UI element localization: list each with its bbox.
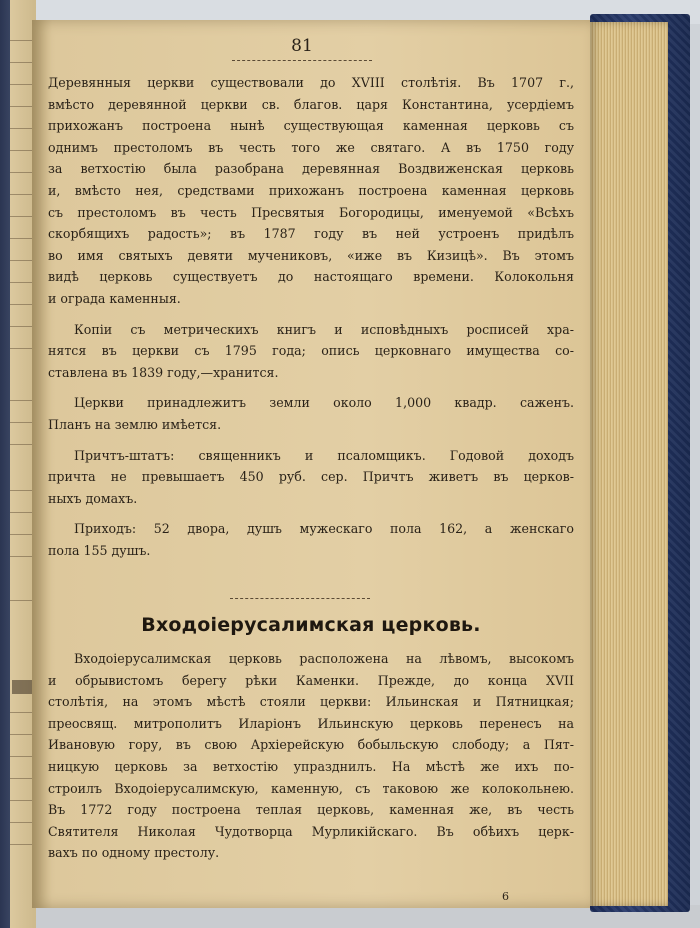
- text-line: съ престоломъ въ честь Пресвятыя Богородицы, именуемой «Всѣхъ: [48, 204, 574, 220]
- text-line: и обрывистомъ берегу рѣки Каменки. Прежде, до конца XVII: [48, 672, 574, 688]
- section-heading: Входоіерусалимская церковь.: [141, 614, 481, 636]
- text-line: прихожанъ построена нынѣ существующая каменная церковь съ: [48, 118, 574, 134]
- text-line: преосвящ. митрополитъ Иларіонъ Ильинскую церковь перенесъ на: [48, 715, 574, 731]
- text-line: за ветхостію была разобрана деревянная Воздвиженская церковь: [48, 161, 574, 177]
- text-line: Святителя Николая Чудотворца Мурликійскаго. Въ обѣихъ церк-: [48, 823, 574, 839]
- text-line: Входоіерусалимская церковь расположена на лѣвомъ, высокомъ: [74, 651, 574, 666]
- text-line: Приходъ: 52 двора, душъ мужескаго пола 162, а женскаго: [74, 521, 574, 537]
- text-line: скорбящихъ радость»; въ 1787 году въ ней устроенъ придѣлъ: [48, 226, 574, 242]
- page-edges: [588, 22, 668, 906]
- text-line: ницкую церковь за ветхостію упразднилъ. На мѣстѣ же ихъ по-: [48, 758, 574, 774]
- text-line: нятся въ церкви съ 1795 года; опись церковнаго имущества со-: [48, 343, 574, 359]
- text-line: Деревянныя церкви существовали до XVIII столѣтія. Въ 1707 г.,: [48, 75, 574, 90]
- page-number: 81: [291, 36, 313, 56]
- text-line: ставлена въ 1839 году,—хранится.: [48, 364, 279, 380]
- text-line: Планъ на землю имѣется.: [48, 416, 222, 432]
- text-line: и, вмѣсто нея, средствами прихожанъ построена каменная церковь: [48, 182, 574, 198]
- text-line: Копіи съ метрическихъ книгъ и исповѣдныхъ росписей хра-: [74, 321, 574, 337]
- text-line: вахъ по одному престолу.: [48, 845, 220, 861]
- text-line: Въ 1772 году построена теплая церковь, каменная же, въ честь: [48, 802, 574, 818]
- body-text: [48, 72, 574, 561]
- text-line: столѣтія, на этомъ мѣстѣ стояли церкви: Ильинская и Пятницкая;: [48, 694, 574, 710]
- text-line: Церкви принадлежитъ земли около 1,000 квадр. саженъ.: [74, 395, 574, 411]
- section-separator: [230, 598, 370, 599]
- text-line: причта не превышаетъ 450 руб. сер. Причтъ живетъ въ церков-: [48, 469, 574, 485]
- body-text-section: [48, 648, 574, 864]
- printer-signature-mark: 6: [502, 890, 509, 903]
- text-line: во имя святыхъ девяти мучениковъ, «иже въ Кизицѣ». Въ этомъ: [48, 247, 574, 263]
- text-line: ныхъ домахъ.: [48, 490, 138, 506]
- text-line: пола 155 душъ.: [48, 542, 151, 558]
- text-line: и ограда каменныя.: [48, 290, 181, 306]
- text-line: строилъ Входоіерусалимскую, каменную, съ таковою же колокольнею.: [48, 780, 574, 796]
- text-line: видѣ церковь существуетъ до настоящаго времени. Колокольня: [48, 269, 574, 285]
- page-number-rule: [232, 60, 372, 61]
- text-line: вмѣсто деревянной церкви св. благов. царя Константина, усердіемъ: [48, 96, 574, 112]
- text-line: Ивановую гору, въ свою Архіерейскую бобыльскую слободу; а Пят-: [48, 737, 574, 753]
- text-line: однимъ престоломъ въ честь того же святаго. А въ 1750 году: [48, 139, 574, 155]
- text-line: Причтъ-штатъ: священникъ и псаломщикъ. Годовой доходъ: [74, 447, 574, 463]
- book-page: [32, 20, 590, 908]
